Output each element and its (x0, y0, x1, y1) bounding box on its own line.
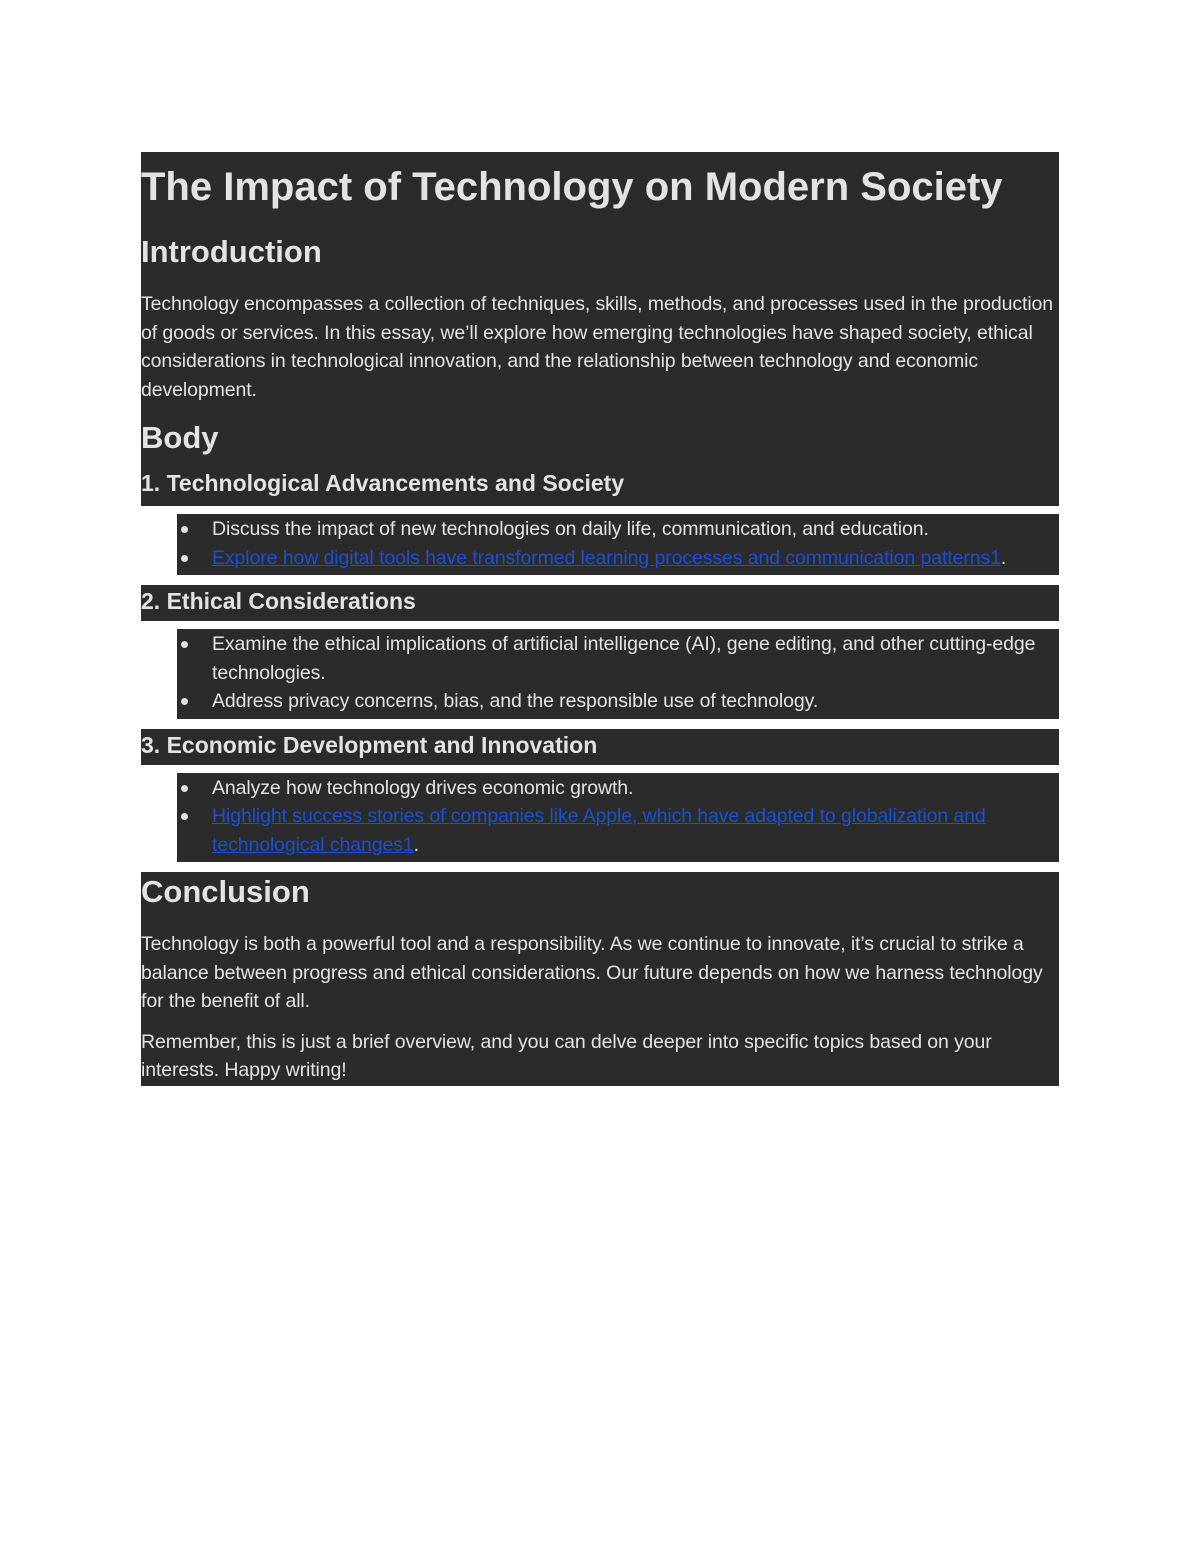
section-2-heading-block (141, 585, 1059, 621)
digital-tools-link[interactable]: Explore how digital tools have transformed learning processes and communication patterns1 (212, 546, 1001, 569)
bullet-text: Analyze how technology drives economic growth. (212, 776, 634, 799)
section-2-list (177, 629, 1059, 719)
bullet-suffix: . (413, 833, 419, 856)
section-3-heading-block (141, 729, 1059, 765)
intro-block (141, 152, 1059, 506)
bullet-suffix: . (1000, 546, 1007, 569)
apple-success-link[interactable]: Highlight success stories of companies like Apple, which have adapted to globalization and technological changes1 (212, 805, 986, 856)
list-item (177, 515, 1059, 544)
closing-paragraph: Remember, this is just a brief overview, and you can delve deeper into specific topics based on your interests. Happy writing! (141, 1030, 992, 1081)
section-1-heading: 1. Technological Advancements and Society (141, 470, 625, 496)
introduction-heading: Introduction (141, 234, 322, 269)
conclusion-paragraph: Technology is both a powerful tool and a responsibility. As we continue to innovate, it’s crucial to strike a balance between progress and ethical considerations. Our future depends on how we harness technology for the benefit of all. (141, 933, 1043, 1012)
bullet-text: Address privacy concerns, bias, and the responsible use of technology. (212, 690, 819, 712)
bullet-text: Examine the ethical implications of artificial intelligence (AI), gene editing, and other cutting-edge technologies. (212, 633, 1036, 684)
bullet-icon (181, 641, 188, 648)
list-item (177, 774, 1059, 803)
list-item (177, 544, 1059, 573)
section-3-list (177, 773, 1059, 863)
document-title: The Impact of Technology on Modern Society (141, 165, 1003, 209)
bullet-icon (181, 526, 188, 533)
section-1-list (177, 514, 1059, 575)
bullet-icon (181, 698, 188, 705)
body-heading: Body (141, 420, 219, 455)
section-3-heading: 3. Economic Development and Innovation (141, 731, 598, 758)
list-item (177, 630, 1059, 687)
bullet-icon (181, 813, 188, 820)
bullet-icon (181, 785, 188, 792)
introduction-paragraph: Technology encompasses a collection of techniques, skills, methods, and processes used in the production of goods or services. In this essay, we’ll explore how emerging technologies have shaped society, ethical considerations in technological innovation, and the relationship between technology and economic development. (141, 293, 1054, 401)
bullet-text: Discuss the impact of new technologies on daily life, communication, and education. (212, 518, 929, 540)
section-2-heading: 2. Ethical Considerations (141, 588, 416, 614)
conclusion-block (141, 872, 1059, 1086)
conclusion-heading: Conclusion (141, 874, 310, 909)
bullet-icon (181, 555, 188, 562)
list-item (177, 802, 1059, 859)
list-item (177, 687, 1059, 716)
document-page (141, 152, 1059, 1086)
